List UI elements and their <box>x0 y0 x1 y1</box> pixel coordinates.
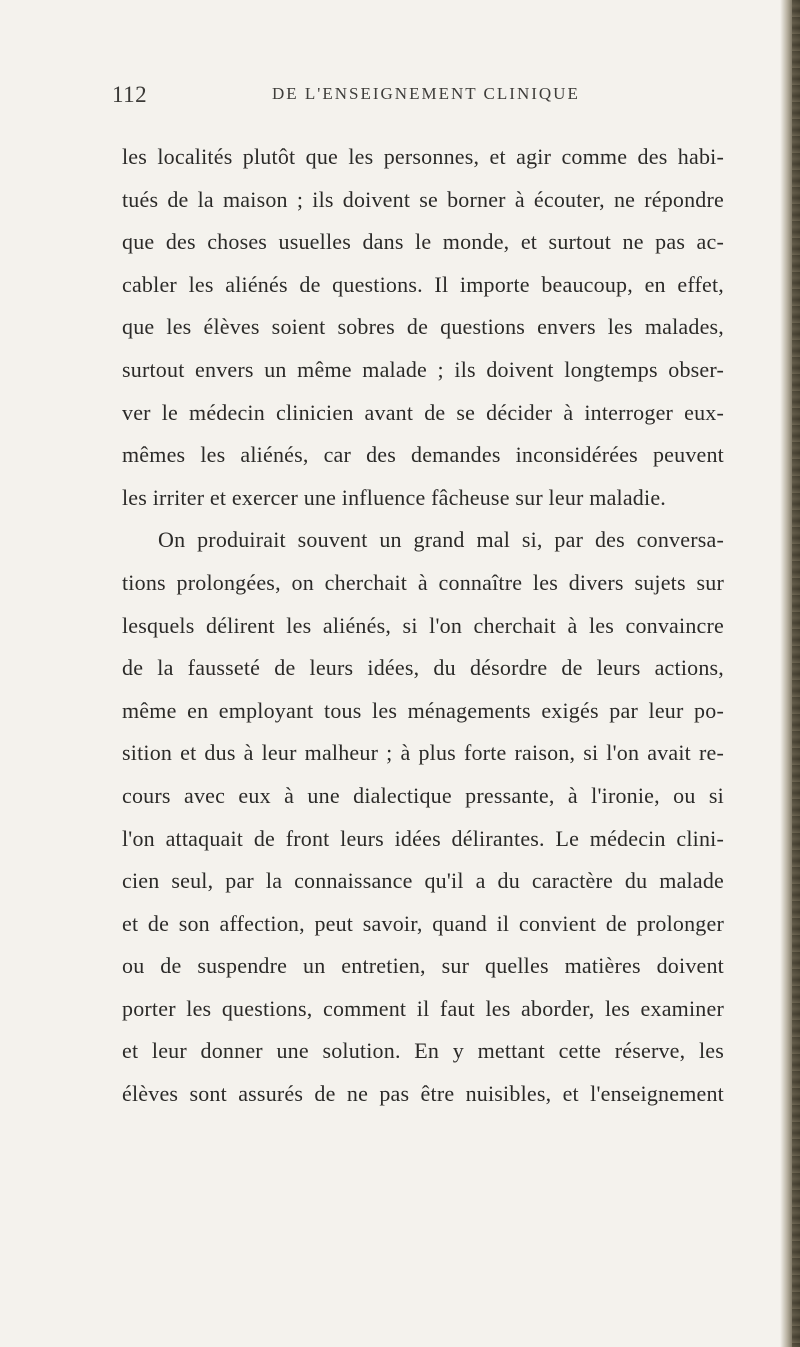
running-head <box>112 82 612 122</box>
text-line: que des choses usuelles dans le monde, et surtout ne pas ac- <box>122 229 724 255</box>
text-line: ver le médecin clinicien avant de se décider à interroger eux- <box>122 399 724 425</box>
text-line: ou de suspendre un entretien, sur quelles matières doivent <box>122 953 724 979</box>
text-line: et leur donner une solution. En y mettant cette réserve, les <box>122 1038 724 1064</box>
text-line: porter les questions, comment il faut les aborder, les examiner <box>122 995 724 1021</box>
page-number: 112 <box>112 82 148 107</box>
text-line: tions prolongées, on cherchait à connaître les divers sujets sur <box>122 569 724 595</box>
text-line: tués de la maison ; ils doivent se borner à écouter, ne répondre <box>122 186 724 212</box>
text-line: sition et dus à leur malheur ; à plus forte raison, si l'on avait re- <box>122 740 724 766</box>
text-line: que les élèves soient sobres de questions envers les malades, <box>122 314 724 340</box>
text-line: et de son affection, peut savoir, quand il convient de prolonger <box>122 910 724 936</box>
text-line: les irriter et exercer une influence fâcheuse sur leur maladie. <box>122 484 666 510</box>
text-line: l'on attaquait de front leurs idées délirantes. Le médecin clini- <box>122 825 724 851</box>
running-title: DE L'ENSEIGNEMENT CLINIQUE <box>272 84 580 103</box>
text-line: lesquels délirent les aliénés, si l'on cherchait à les convaincre <box>122 612 724 638</box>
text-line: même en employant tous les ménagements exigés par leur po- <box>122 697 724 723</box>
text-line: élèves sont assurés de ne pas être nuisibles, et l'enseignement <box>122 1081 724 1107</box>
text-line: cien seul, par la connaissance qu'il a du caractère du malade <box>122 868 724 894</box>
text-line: cours avec eux à une dialectique pressante, à l'ironie, ou si <box>122 782 724 808</box>
text-line: cabler les aliénés de questions. Il importe beaucoup, en effet, <box>122 271 724 297</box>
text-line: mêmes les aliénés, car des demandes inconsidérées peuvent <box>122 442 724 468</box>
text-line: surtout envers un même malade ; ils doivent longtemps obser- <box>122 356 724 382</box>
text-line: les localités plutôt que les personnes, et agir comme des habi- <box>122 144 724 169</box>
text-line: On produirait souvent un grand mal si, par des conversa- <box>158 527 724 553</box>
page-edge-shadow <box>780 0 800 1347</box>
text-line: de la fausseté de leurs idées, du désordre de leurs actions, <box>122 655 724 681</box>
body-text <box>122 136 724 1116</box>
